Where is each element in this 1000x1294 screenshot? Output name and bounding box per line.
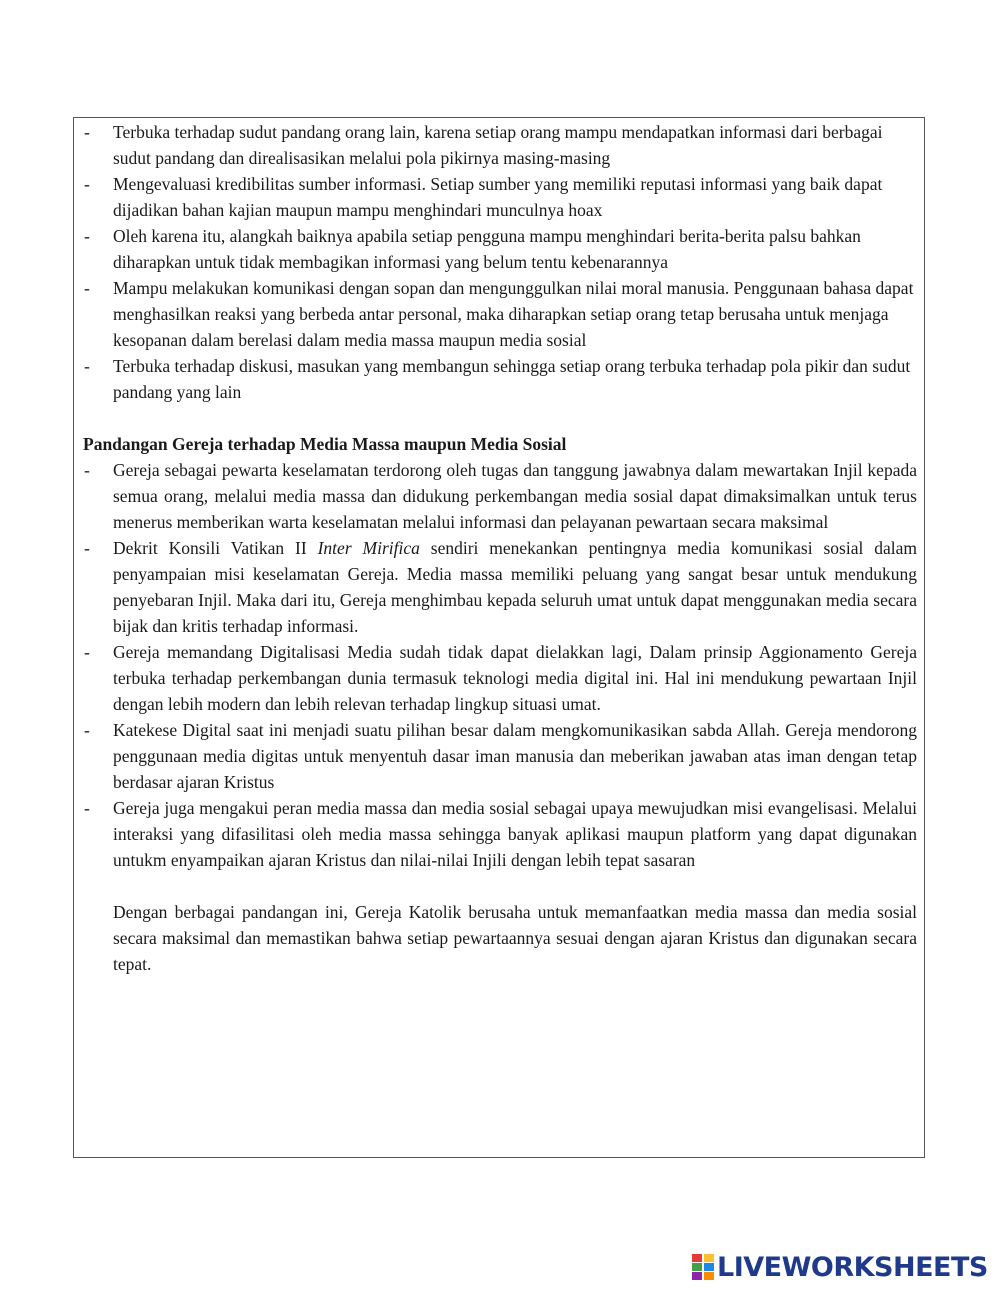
- list-item: [83, 275, 917, 353]
- list-item: [83, 457, 917, 535]
- list-item-text: Oleh karena itu, alangkah baiknya apabila setiap pengguna mampu menghindari berita-berita palsu bahkan diharapkan untuk tidak membagikan informasi yang belum tentu kebenarannya: [113, 226, 861, 272]
- spacer: [83, 405, 917, 431]
- spacer: [83, 873, 917, 899]
- logo-mark-icon: [692, 1254, 714, 1280]
- list-item-text: Gereja memandang Digitalisasi Media sudah tidak dapat dielakkan lagi, Dalam prinsip Aggionamento Gereja terbuka terhadap perkembangan dunia termasuk teknologi media digital ini. Hal ini mendukung pewartaan Injil dengan lebih modern dan lebih relevan terhadap lingkup situasi umat.: [113, 642, 917, 714]
- bullet-dash: -: [84, 122, 90, 142]
- bullet-dash: -: [84, 174, 90, 194]
- list-item: [83, 795, 917, 873]
- list-item: [83, 223, 917, 275]
- closing-paragraph: Dengan berbagai pandangan ini, Gereja Katolik berusaha untuk memanfaatkan media massa dan media sosial secara maksimal dan memastikan bahwa setiap pewartaannya sesuai dengan ajaran Kristus dan digunakan secara tepat.: [113, 902, 917, 974]
- list-item-text: Gereja sebagai pewarta keselamatan terdorong oleh tugas dan tanggung jawabnya dalam mewartakan Injil kepada semua orang, melalui media massa dan didukung perkembangan media sosial dapat dimaksimalkan untuk terus menerus memberikan warta keselamatan melalui informasi dan pelayanan pewartaan secara maksimal: [113, 460, 917, 532]
- bullet-dash: -: [84, 278, 90, 298]
- list-item: [83, 535, 917, 639]
- liveworksheets-logo: [692, 1252, 988, 1282]
- logo-text: LIVEWORKSHEETS: [717, 1251, 988, 1283]
- bullet-dash: -: [84, 720, 90, 740]
- list-item-text: Mengevaluasi kredibilitas sumber informasi. Setiap sumber yang memiliki reputasi informasi yang baik dapat dijadikan bahan kajian maupun mampu menghindari munculnya hoax: [113, 174, 883, 220]
- section-heading: Pandangan Gereja terhadap Media Massa maupun Media Sosial: [83, 434, 567, 454]
- document-title-italic: Inter Mirifica: [317, 538, 420, 558]
- list-item-text-post: sendiri menekankan pentingnya media komunikasi sosial dalam penyampaian misi keselamatan Gereja. Media massa memiliki peluang yang sangat besar untuk mendukung penyebaran Injil. Maka dari itu, Gereja menghimbau kepada seluruh umat untuk dapat menggunakan media secara bijak dan kritis terhadap informasi.: [113, 538, 917, 636]
- bullet-dash: -: [84, 798, 90, 818]
- document-body: [83, 119, 917, 977]
- bullet-dash: -: [84, 642, 90, 662]
- list-item: [83, 353, 917, 405]
- bullet-dash: -: [84, 226, 90, 246]
- bullet-dash: -: [84, 460, 90, 480]
- bullet-dash: -: [84, 356, 90, 376]
- list-item-text: Gereja juga mengakui peran media massa dan media sosial sebagai upaya mewujudkan misi evangelisasi. Melalui interaksi yang difasilitasi oleh media massa sehingga banyak aplikasi maupun platform yang dapat digunakan untukm enyampaikan ajaran Kristus dan nilai-nilai Injili dengan lebih tepat sasaran: [113, 798, 917, 870]
- list-item-text: Mampu melakukan komunikasi dengan sopan dan mengunggulkan nilai moral manusia. Penggunaan bahasa dapat menghasilkan reaksi yang berbeda antar personal, maka diharapkan setiap orang tetap berusaha untuk menjaga kesopanan dalam berelasi dalam media massa maupun media sosial: [113, 278, 914, 350]
- list-item-text: Terbuka terhadap diskusi, masukan yang membangun sehingga setiap orang terbuka terhadap pola pikir dan sudut pandang yang lain: [113, 356, 911, 402]
- list-item-text-pre: Dekrit Konsili Vatikan II: [113, 538, 318, 558]
- bullet-dash: -: [84, 538, 90, 558]
- list-item: [83, 717, 917, 795]
- list-item: [83, 119, 917, 171]
- content-frame: [73, 117, 925, 1158]
- list-item: [83, 639, 917, 717]
- list-item: [83, 171, 917, 223]
- list-item-text: Katekese Digital saat ini menjadi suatu pilihan besar dalam mengkomunikasikan sabda Allah. Gereja mendorong penggunaan media digitas untuk menyentuh dasar iman manusia dan meberikan jawaban atas iman dengan tetap berdasar ajaran Kristus: [113, 720, 917, 792]
- list-item-text: Terbuka terhadap sudut pandang orang lain, karena setiap orang mampu mendapatkan informasi dari berbagai sudut pandang dan direalisasikan melalui pola pikirnya masing-masing: [113, 122, 883, 168]
